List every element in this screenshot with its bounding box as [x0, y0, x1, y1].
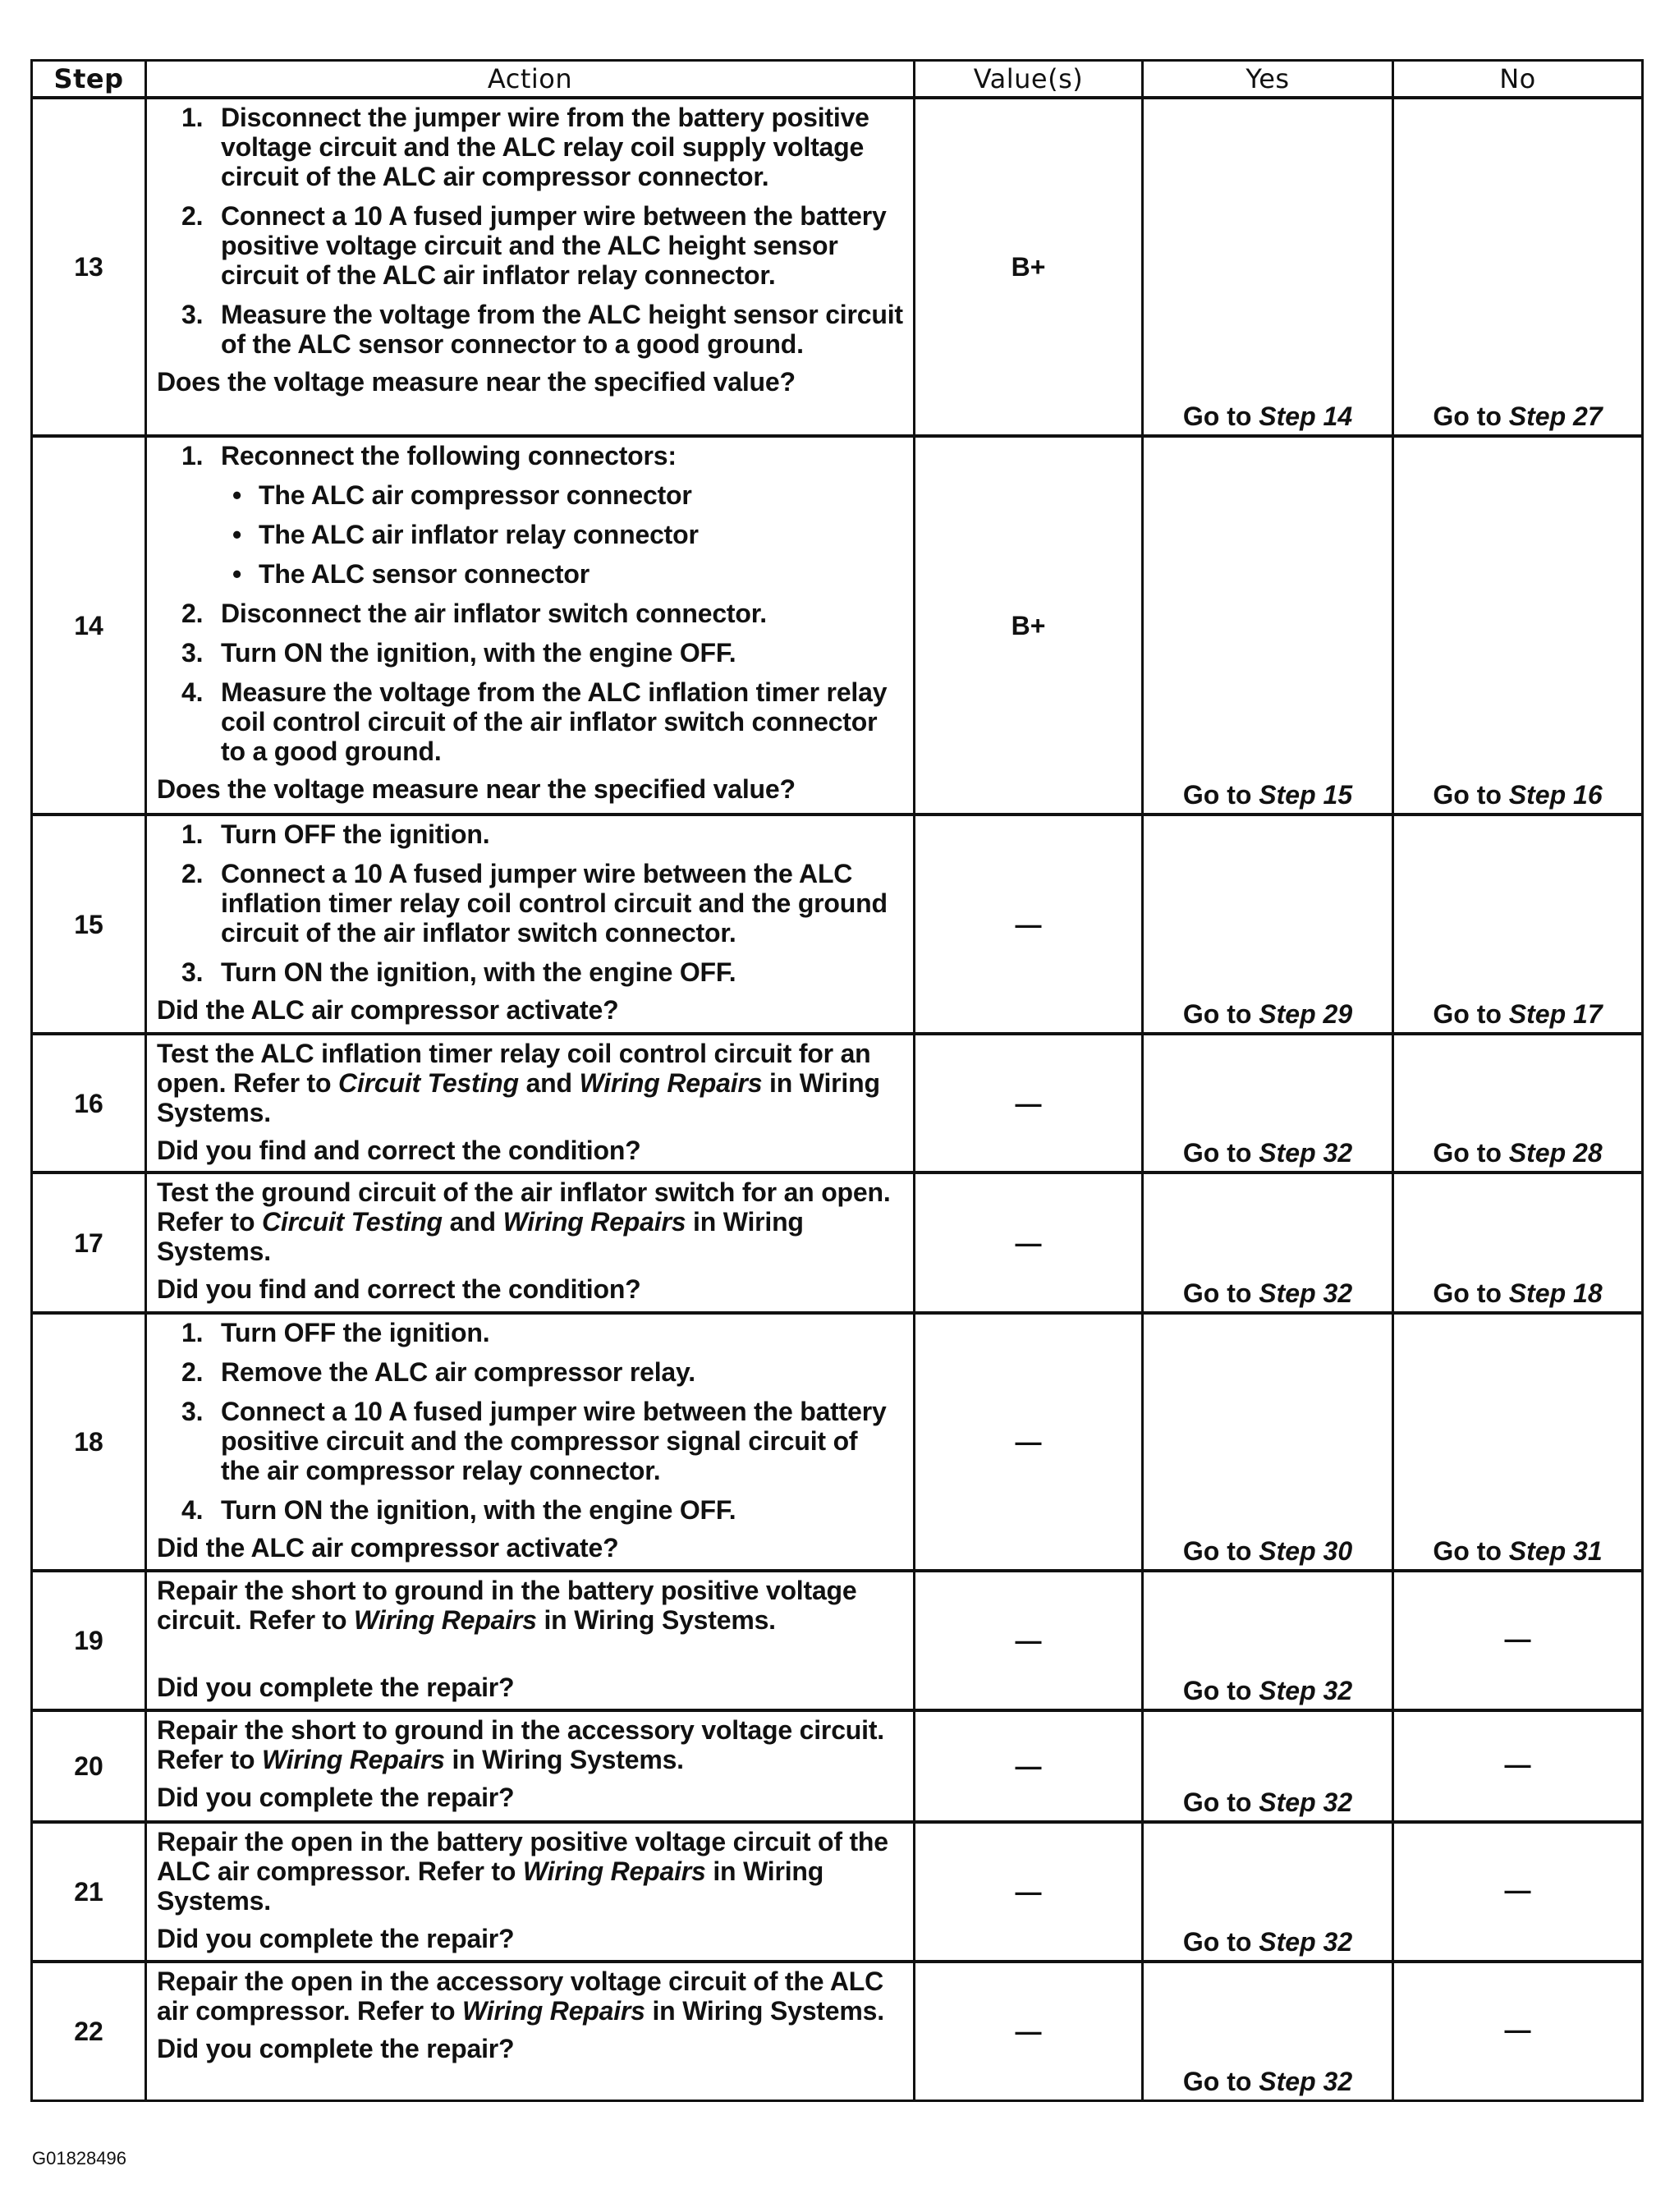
no-cell: — [1393, 1822, 1643, 1962]
step-link: Step 32 [1259, 1927, 1353, 1957]
header-action: Action [146, 61, 915, 99]
yes-cell: Go to Step 32 [1143, 1571, 1393, 1710]
action-text: Repair the open in the accessory voltage circuit of the ALC air compressor. Refer to Wiring Repairs in Wiring Systems. [157, 1966, 884, 2026]
header-row [32, 61, 1643, 99]
yes-cell: Go to Step 15 [1143, 436, 1393, 815]
action-question: Did you complete the repair? [157, 1783, 515, 1812]
step-link: Step 28 [1508, 1138, 1603, 1168]
yes-cell: Go to Step 29 [1143, 815, 1393, 1034]
action-item: 2. Connect a 10 A fused jumper wire between the battery positive voltage circuit and the ALC height sensor circuit of the ALC air inflator relay connector. [181, 201, 887, 290]
step-number: 22 [32, 1962, 146, 2100]
figure-id: G01828496 [32, 2148, 126, 2168]
doc-reference: Wiring Repairs [579, 1068, 763, 1098]
value-cell: B+ [915, 436, 1143, 815]
action-item: 1. Turn OFF the ignition. [181, 1318, 490, 1347]
action-question: Did you complete the repair? [157, 2034, 515, 2063]
action-question: Does the voltage measure near the specified value? [157, 774, 796, 804]
step-number: 17 [32, 1173, 146, 1313]
yes-cell: Go to Step 32 [1143, 1962, 1393, 2100]
no-cell: Go to Step 27 [1393, 98, 1643, 436]
action-cell [146, 815, 915, 1034]
table-row [32, 98, 1643, 436]
table-row [32, 1571, 1643, 1710]
bullet-item: • The ALC sensor connector [221, 559, 903, 589]
step-link: Step 30 [1259, 1536, 1353, 1566]
table-row [32, 1822, 1643, 1962]
action-item: 3. Measure the voltage from the ALC height sensor circuit of the ALC sensor connector to a good ground. [181, 300, 903, 359]
doc-reference: Circuit Testing [338, 1068, 519, 1098]
action-question: Did you find and correct the condition? [157, 1136, 641, 1165]
action-item: 2. Connect a 10 A fused jumper wire between the ALC inflation timer relay coil control circuit and the ground circuit of the air inflator switch connector. [181, 859, 888, 948]
table-row [32, 1173, 1643, 1313]
no-cell: — [1393, 1710, 1643, 1822]
doc-reference: Wiring Repairs [502, 1207, 686, 1237]
yes-cell: Go to Step 30 [1143, 1313, 1393, 1571]
action-question: Does the voltage measure near the specified value? [157, 367, 796, 397]
no-cell: Go to Step 28 [1393, 1034, 1643, 1173]
action-cell [146, 98, 915, 436]
action-item: 2. Disconnect the air inflator switch connector. [181, 599, 767, 628]
value-cell: — [915, 1822, 1143, 1962]
yes-cell: Go to Step 32 [1143, 1710, 1393, 1822]
step-link: Step 18 [1508, 1278, 1603, 1308]
action-item: 3. Turn ON the ignition, with the engine OFF. [181, 638, 736, 668]
action-cell [146, 1313, 915, 1571]
no-cell: Go to Step 17 [1393, 815, 1643, 1034]
doc-reference: Wiring Repairs [462, 1996, 645, 2026]
table-row [32, 1710, 1643, 1822]
header-no: No [1393, 61, 1643, 99]
step-link: Step 31 [1508, 1536, 1603, 1566]
doc-reference: Circuit Testing [262, 1207, 443, 1237]
table-row [32, 1313, 1643, 1571]
table-row [32, 1034, 1643, 1173]
action-cell [146, 1962, 915, 2100]
header-step: Step [32, 61, 146, 99]
step-number: 20 [32, 1710, 146, 1822]
step-link: Step 15 [1259, 780, 1353, 810]
action-cell [146, 436, 915, 815]
action-item: 3. Connect a 10 A fused jumper wire between the battery positive circuit and the compressor signal circuit of the air compressor relay connector. [181, 1397, 887, 1485]
action-question: Did you complete the repair? [157, 1673, 515, 1702]
diagnostic-table-page [30, 59, 1641, 2102]
action-text: Repair the short to ground in the accessory voltage circuit. Refer to Wiring Repairs in Wiring Systems. [157, 1715, 884, 1774]
action-item: 1. Turn OFF the ignition. [181, 819, 490, 849]
action-question: Did you find and correct the condition? [157, 1274, 641, 1304]
value-cell: — [915, 1571, 1143, 1710]
step-number: 15 [32, 815, 146, 1034]
value-cell: B+ [915, 98, 1143, 436]
step-link: Step 32 [1259, 1138, 1353, 1168]
step-link: Step 32 [1259, 1278, 1353, 1308]
bullet-item: • The ALC air inflator relay connector [221, 520, 903, 549]
table-row [32, 436, 1643, 815]
doc-reference: Wiring Repairs [262, 1745, 445, 1774]
step-link: Step 17 [1508, 999, 1603, 1029]
bullet-item: • The ALC air compressor connector [221, 480, 903, 510]
step-link: Step 27 [1508, 402, 1603, 431]
step-number: 14 [32, 436, 146, 815]
step-number: 19 [32, 1571, 146, 1710]
value-cell: — [915, 1173, 1143, 1313]
no-cell: — [1393, 1962, 1643, 2100]
yes-cell: Go to Step 32 [1143, 1034, 1393, 1173]
action-cell [146, 1034, 915, 1173]
action-item: 4. Turn ON the ignition, with the engine OFF. [181, 1495, 736, 1525]
action-question: Did the ALC air compressor activate? [157, 1533, 619, 1563]
value-cell: — [915, 1034, 1143, 1173]
action-item: 3. Turn ON the ignition, with the engine OFF. [181, 957, 736, 987]
no-cell: — [1393, 1571, 1643, 1710]
doc-reference: Wiring Repairs [354, 1605, 537, 1635]
step-number: 21 [32, 1822, 146, 1962]
action-cell [146, 1822, 915, 1962]
step-link: Step 32 [1259, 1676, 1353, 1705]
value-cell: — [915, 1313, 1143, 1571]
action-cell [146, 1571, 915, 1710]
action-text: Test the ALC inflation timer relay coil control circuit for an open. Refer to Circuit Testing and Wiring Repairs in Wiring Systems. [157, 1039, 880, 1127]
step-link: Step 29 [1259, 999, 1353, 1029]
yes-cell: Go to Step 32 [1143, 1173, 1393, 1313]
no-cell: Go to Step 16 [1393, 436, 1643, 815]
action-item: 1. Disconnect the jumper wire from the battery positive voltage circuit and the ALC relay coil supply voltage circuit of the ALC air compressor connector. [181, 103, 869, 191]
value-cell: — [915, 1710, 1143, 1822]
action-question: Did you complete the repair? [157, 1924, 515, 1953]
header-yes: Yes [1143, 61, 1393, 99]
action-text: Test the ground circuit of the air inflator switch for an open. Refer to Circuit Testing and Wiring Repairs in Wiring Systems. [157, 1177, 891, 1266]
step-link: Step 14 [1259, 402, 1353, 431]
yes-cell: Go to Step 32 [1143, 1822, 1393, 1962]
step-number: 18 [32, 1313, 146, 1571]
action-item: 4. Measure the voltage from the ALC inflation timer relay coil control circuit of the air inflator switch connector to a good ground. [181, 677, 888, 766]
value-cell: — [915, 1962, 1143, 2100]
yes-cell: Go to Step 14 [1143, 98, 1393, 436]
step-number: 13 [32, 98, 146, 436]
action-text: Repair the open in the battery positive voltage circuit of the ALC air compressor. Refer to Wiring Repairs in Wiring Systems. [157, 1827, 888, 1916]
action-cell [146, 1173, 915, 1313]
table-row [32, 1962, 1643, 2100]
diagnostic-table [30, 59, 1644, 2102]
action-item: 2. Remove the ALC air compressor relay. [181, 1357, 695, 1387]
header-values: Value(s) [915, 61, 1143, 99]
step-link: Step 32 [1259, 2066, 1353, 2096]
step-link: Step 16 [1508, 780, 1603, 810]
doc-reference: Wiring Repairs [522, 1856, 706, 1886]
step-link: Step 32 [1259, 1787, 1353, 1817]
table-row [32, 815, 1643, 1034]
action-question: Did the ALC air compressor activate? [157, 995, 619, 1025]
value-cell: — [915, 815, 1143, 1034]
no-cell: Go to Step 18 [1393, 1173, 1643, 1313]
no-cell: Go to Step 31 [1393, 1313, 1643, 1571]
action-cell [146, 1710, 915, 1822]
step-number: 16 [32, 1034, 146, 1173]
action-text: Repair the short to ground in the battery positive voltage circuit. Refer to Wiring Repairs in Wiring Systems. [157, 1576, 857, 1635]
action-item: 1. Reconnect the following connectors: • The ALC air compressor connector • The ALC air inflator relay connector • The ALC sensor connector [157, 441, 903, 589]
